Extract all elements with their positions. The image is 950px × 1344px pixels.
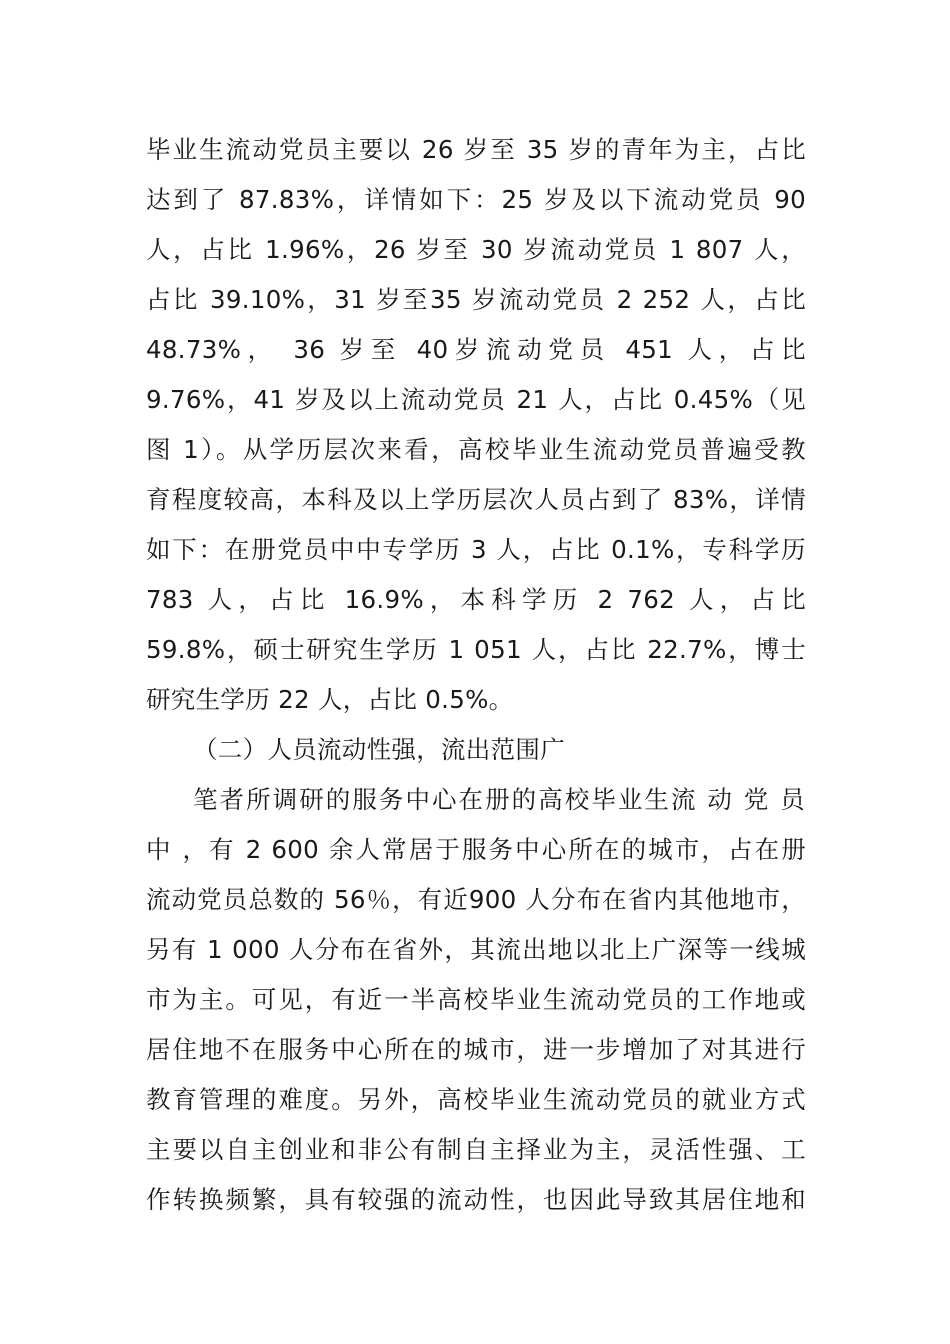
paragraph-line: 主要以自主创业和非公有制自主择业为主，灵活性强、工 bbox=[146, 1135, 806, 1164]
paragraph-line: 市为主。可见，有近一半高校毕业生流动党员的工作地或 bbox=[146, 985, 806, 1014]
paragraph-line: 59.8%，硕士研究生学历 1 051 人，占比 22.7%，博士 bbox=[146, 635, 806, 664]
paragraph-line: 中 ，有 2 600 余人常居于服务中心所在的城市，占在册 bbox=[146, 835, 806, 864]
paragraph-line: 作转换频繁，具有较强的流动性，也因此导致其居住地和 bbox=[146, 1185, 806, 1214]
paragraph-line: 流动党员总数的 56％，有近900 人分布在省内其他地市， bbox=[146, 885, 806, 914]
paragraph-line: 笔者所调研的服务中心在册的高校毕业生流 动 党 员 bbox=[193, 785, 805, 814]
paragraph-line: 达到了 87.83%，详情如下：25 岁及以下流动党员 90 bbox=[146, 185, 806, 214]
section-heading: （二）人员流动性强，流出范围广 bbox=[193, 735, 565, 764]
paragraph-line: 育程度较高，本科及以上学历层次人员占到了 83%，详情 bbox=[146, 485, 806, 514]
paragraph-line: 另有 1 000 人分布在省外，其流出地以北上广深等一线城 bbox=[146, 935, 806, 964]
paragraph-line: 居住地不在服务中心所在的城市，进一步增加了对其进行 bbox=[146, 1035, 806, 1064]
paragraph-line: 人，占比 1.96%，26 岁至 30 岁流动党员 1 807 人， bbox=[146, 235, 806, 264]
paragraph-line: 教育管理的难度。另外，高校毕业生流动党员的就业方式 bbox=[146, 1085, 806, 1114]
paragraph-line: 占比 39.10%，31 岁至35 岁流动党员 2 252 人，占比 bbox=[146, 285, 806, 314]
paragraph-line: 图 1）。从学历层次来看，高校毕业生流动党员普遍受教 bbox=[146, 435, 806, 464]
paragraph-line: 毕业生流动党员主要以 26 岁至 35 岁的青年为主，占比 bbox=[146, 135, 806, 164]
paragraph-line: 48.73%， 36 岁至 40岁流动党员 451 人，占比 bbox=[146, 335, 806, 364]
paragraph-line: 9.76%，41 岁及以上流动党员 21 人，占比 0.45%（见 bbox=[146, 385, 806, 414]
paragraph-line: 如下：在册党员中中专学历 3 人，占比 0.1%，专科学历 bbox=[146, 535, 806, 564]
paragraph-line: 783 人，占比 16.9%，本科学历 2 762 人，占比 bbox=[146, 585, 806, 614]
paragraph-line: 研究生学历 22 人，占比 0.5%。 bbox=[146, 685, 514, 714]
